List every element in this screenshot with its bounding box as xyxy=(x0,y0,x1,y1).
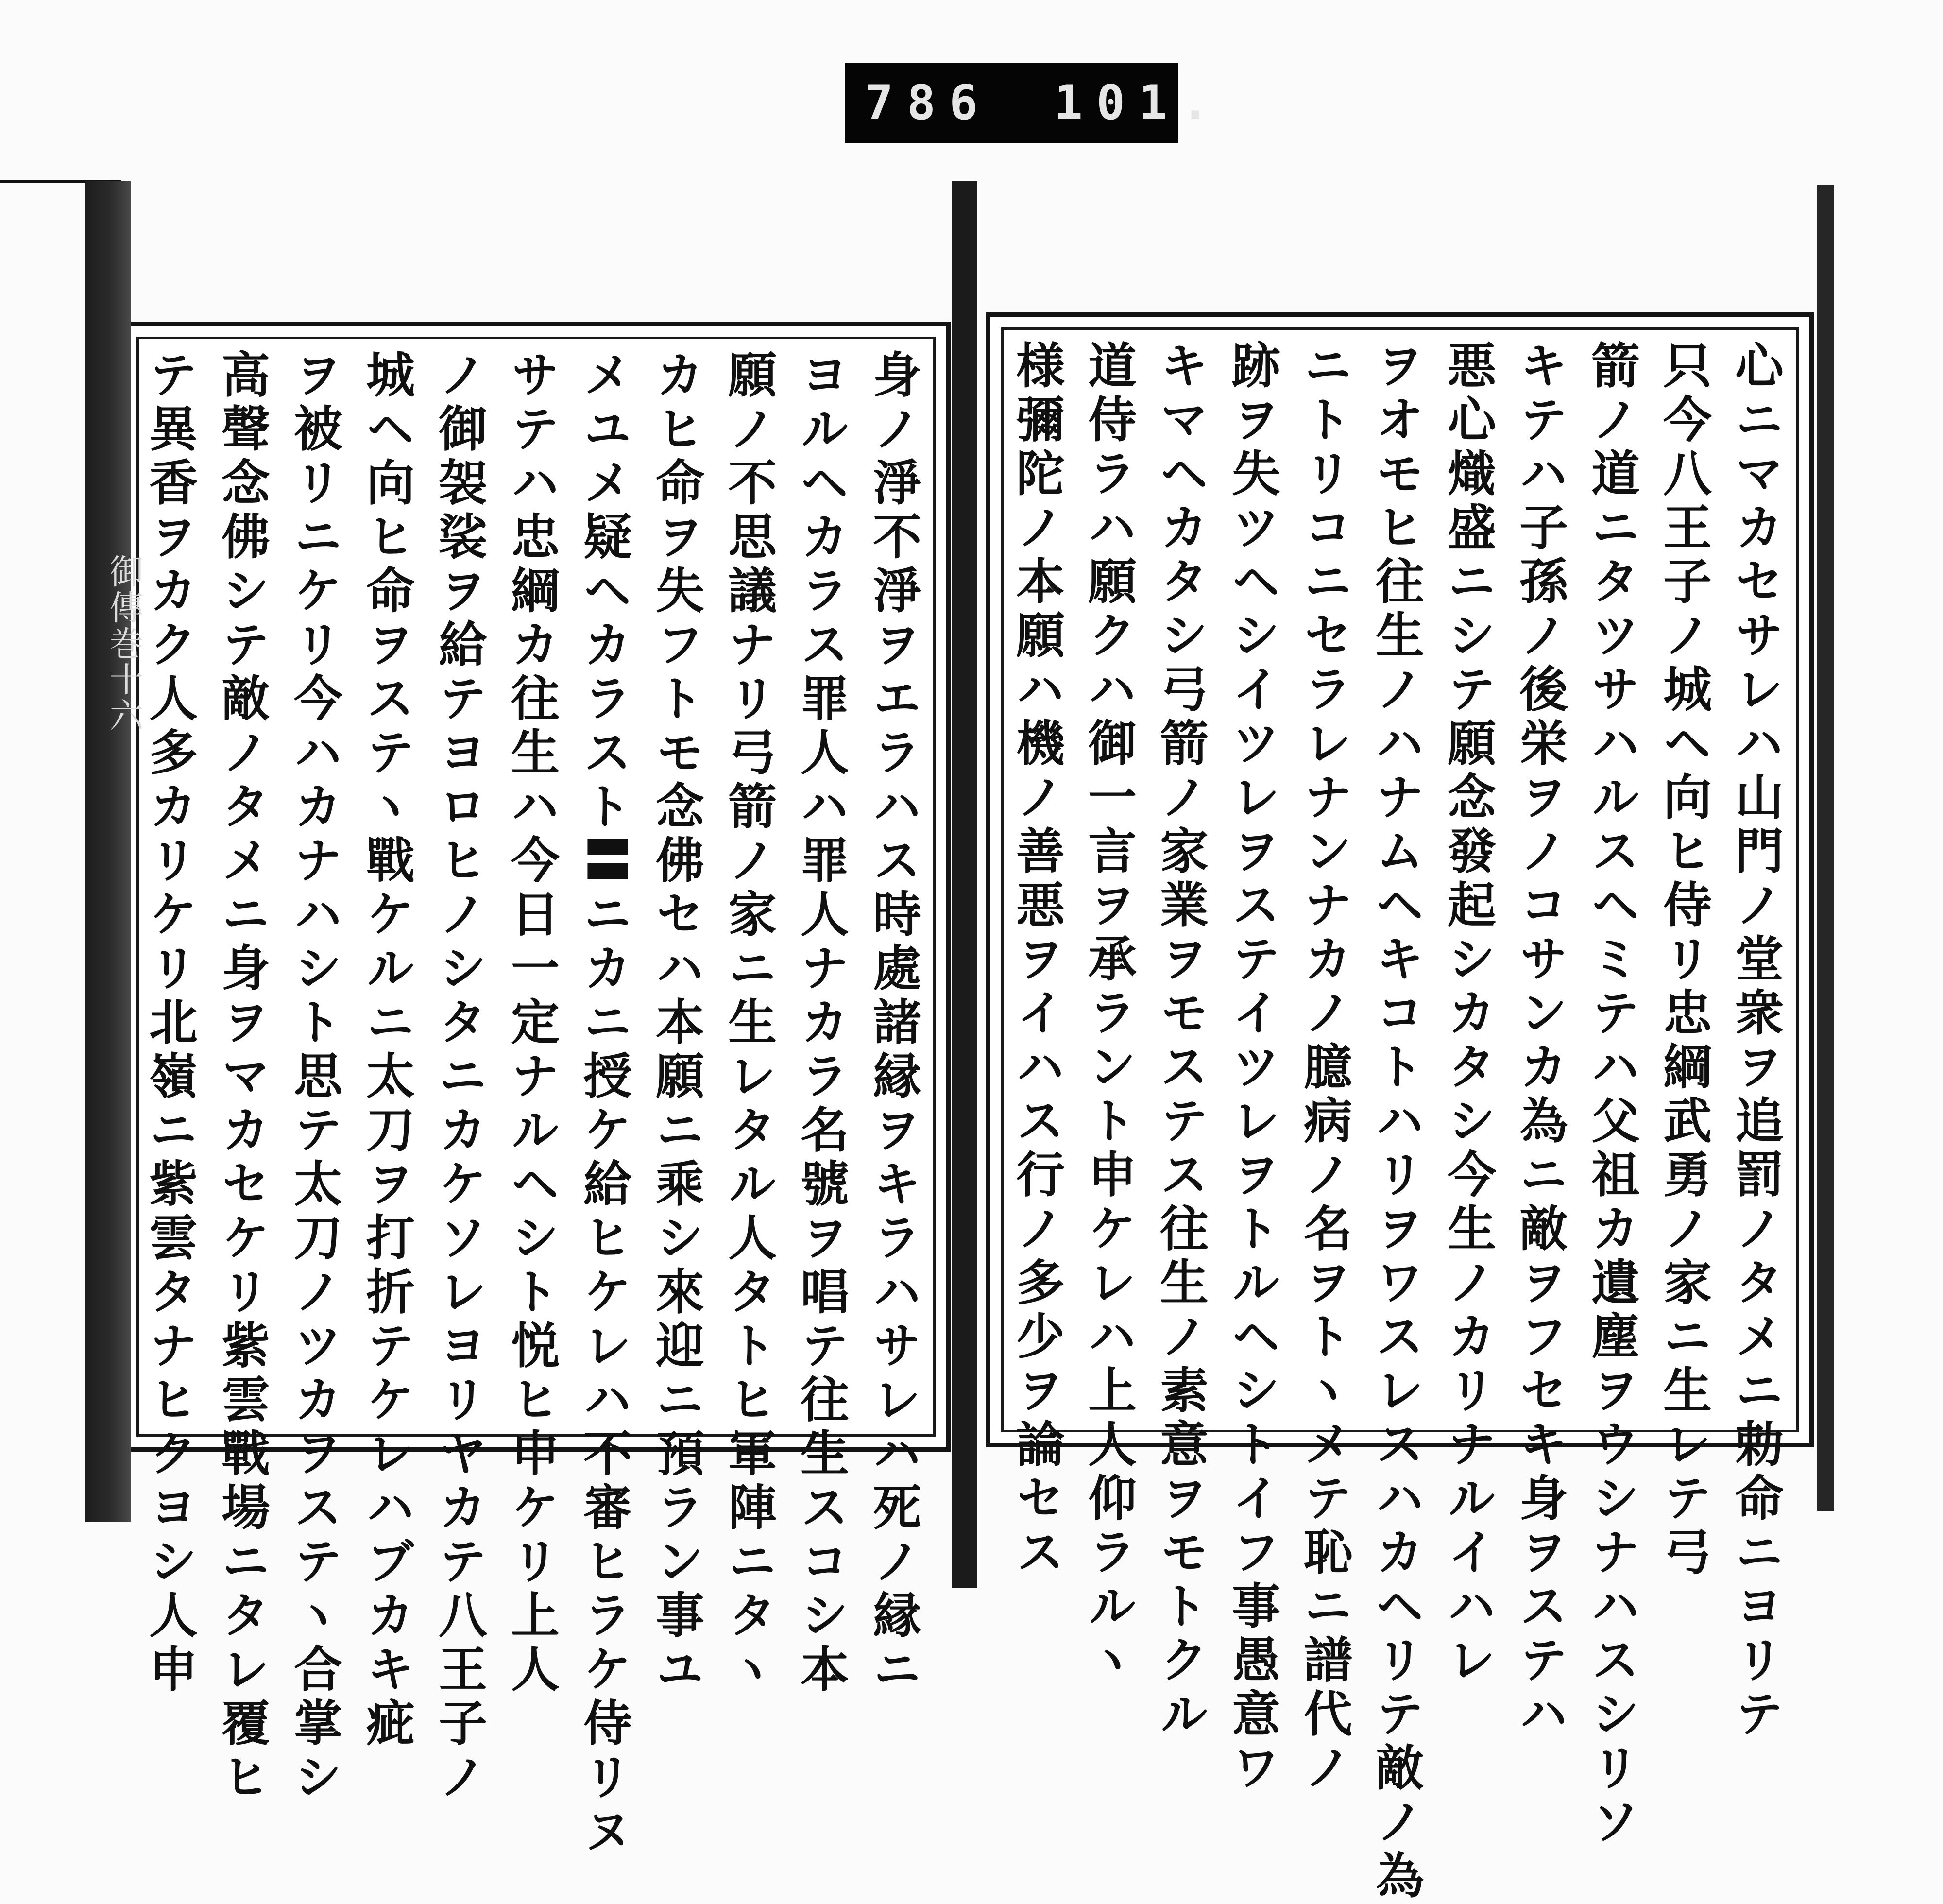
text-column: 様彌陀ノ本願ハ機ノ善悪ヲイハス行ノ多少ヲ論セス xyxy=(1008,340,1065,1580)
text-column: テ異香ヲカク人多カリケリ北嶺ニ紫雲タナヒクヨシ人申 xyxy=(141,349,198,1698)
text-column: 只今八王子ノ城ヘ向ヒ侍リ忠綱武勇ノ家ニ生レテ弓 xyxy=(1655,340,1712,1580)
text-column: 跡ヲ失ツヘシイツレヲステイツレヲトルヘシトイフ事愚意ワ xyxy=(1224,340,1281,1796)
text-column: 願ノ不思議ナリ弓箭ノ家ニ生レタル人タトヒ軍陣ニタヽ xyxy=(720,349,777,1698)
left-page xyxy=(85,181,974,1859)
catalog-number-tag xyxy=(845,63,1224,143)
text-column: ノ御袈裟ヲ給テヨロヒノシタニカケソレヨリヤカテ八王子ノ xyxy=(430,349,488,1805)
spine-label: 御傳巻十六 xyxy=(104,554,144,734)
catalog-number-right: 101. xyxy=(1054,75,1224,131)
text-column: 城ヘ向ヒ命ヲステヽ戰ケルニ太刀ヲ打折テケレハブカキ疵 xyxy=(358,349,415,1751)
text-column: 身ノ淨不淨ヲエラハス時處諸縁ヲキラハサレハ死ノ縁ニ xyxy=(865,349,922,1698)
page-side-strip xyxy=(85,181,131,1522)
right-text-block xyxy=(986,312,1814,1904)
right-page xyxy=(967,182,1834,1904)
text-column: 心ニマカセサレハ山門ノ堂衆ヲ追罰ノタメニ勅命ニヨリテ xyxy=(1727,340,1784,1742)
text-column: メユメ疑ヘカラスト〓ニカニ授ケ給ヒケレハ不審ヒラケ侍リヌ xyxy=(575,349,632,1859)
text-column: 高聲念佛シテ敵ノタメニ身ヲマカセケリ紫雲戰場ニタレ覆ヒ xyxy=(213,349,271,1805)
text-column: キテハ子孫ノ後栄ヲノコサンカ為ニ敵ヲフセキ身ヲステハ xyxy=(1511,340,1568,1742)
text-column: キマヘカタシ弓箭ノ家業ヲモステス往生ノ素意ヲモトクル xyxy=(1152,340,1209,1742)
text-column: サテハ忠綱カ往生ハ今日一定ナルヘシト悦ヒ申ケリ上人 xyxy=(503,349,560,1698)
text-column: 箭ノ道ニタツサハルスヘミテハ父祖カ遺塵ヲウシナハスシリソ xyxy=(1583,340,1640,1850)
text-column: 悪心熾盛ニシテ願念發起シカタシ今生ノカリナルイハレ xyxy=(1439,340,1497,1688)
text-column: 道侍ラハ願クハ御一言ヲ承ラント申ケレハ上人仰ラルヽ xyxy=(1080,340,1137,1688)
text-column: ヨルヘカラス罪人ハ罪人ナカラ名號ヲ唱テ往生スコシ本 xyxy=(792,349,850,1698)
catalog-number-left: 786 xyxy=(865,75,992,131)
text-column: ヲオモヒ往生ノハナムヘキコトハリヲワスレスハカヘリテ敵ノ為 xyxy=(1367,340,1425,1904)
text-column: カヒ命ヲ失フトモ念佛セハ本願ニ乘シ來迎ニ預ラン事ユ xyxy=(648,349,705,1698)
text-column: ニトリコニセラレナンナカノ臆病ノ名ヲトヽメテ恥ニ譜代ノ xyxy=(1295,340,1353,1796)
text-column: ヲ被リニケリ今ハカナハシト思テ太刀ノツカヲステヽ合掌シ xyxy=(286,349,343,1805)
left-text-block xyxy=(121,322,951,1859)
